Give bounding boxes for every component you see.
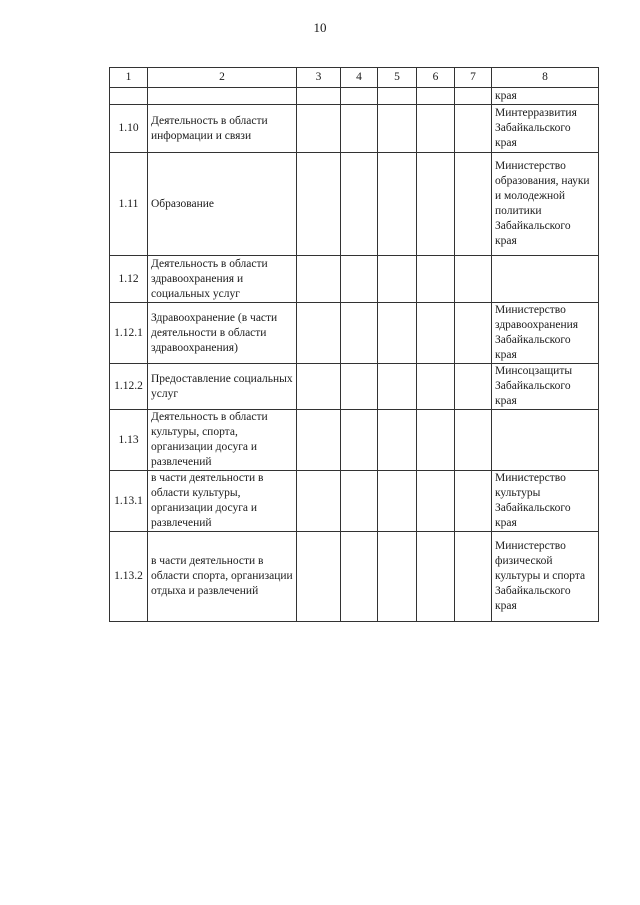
- table-row: [110, 410, 599, 471]
- empty-cell: [341, 256, 378, 303]
- empty-cell: [297, 88, 341, 105]
- empty-cell: [378, 410, 417, 471]
- table-row: [110, 105, 599, 153]
- empty-cell: [297, 364, 341, 410]
- empty-cell: [455, 303, 492, 364]
- empty-cell: [341, 153, 378, 256]
- empty-cell: [297, 532, 341, 622]
- activity-name: в части деятельности в области культуры, организации досуга и развлечений: [148, 471, 297, 532]
- empty-cell: [455, 88, 492, 105]
- empty-cell: [341, 410, 378, 471]
- empty-cell: [297, 471, 341, 532]
- empty-cell: [378, 105, 417, 153]
- empty-cell: [297, 105, 341, 153]
- page-number: 10: [313, 20, 327, 35]
- empty-cell: [341, 364, 378, 410]
- responsible-body: Министерство культуры Забайкальского края: [492, 471, 599, 532]
- empty-cell: [455, 153, 492, 256]
- column-header: 7: [455, 68, 492, 88]
- empty-cell: [341, 471, 378, 532]
- empty-cell: [341, 532, 378, 622]
- responsible-body: [492, 410, 599, 471]
- activity-name: Деятельность в области здравоохранения и социальных услуг: [148, 256, 297, 303]
- responsible-body: Министерство образования, науки и молодежной политики Забайкальского края: [492, 153, 599, 256]
- row-number: 1.10: [110, 105, 148, 153]
- empty-cell: [417, 471, 455, 532]
- empty-cell: [378, 153, 417, 256]
- responsible-body: края: [492, 88, 599, 105]
- empty-cell: [297, 153, 341, 256]
- empty-cell: [378, 471, 417, 532]
- row-number: [110, 88, 148, 105]
- responsible-body: Министерство здравоохранения Забайкальского края: [492, 303, 599, 364]
- column-header: 3: [297, 68, 341, 88]
- activity-table: [109, 67, 599, 622]
- empty-cell: [417, 153, 455, 256]
- empty-cell: [417, 303, 455, 364]
- column-header: 4: [341, 68, 378, 88]
- activity-name: [148, 88, 297, 105]
- activity-name: Предоставление социальных услуг: [148, 364, 297, 410]
- empty-cell: [455, 256, 492, 303]
- empty-cell: [378, 364, 417, 410]
- empty-cell: [455, 364, 492, 410]
- activity-name: Здравоохранение (в части деятельности в области здравоохранения): [148, 303, 297, 364]
- empty-cell: [455, 471, 492, 532]
- row-number: 1.13.1: [110, 471, 148, 532]
- empty-cell: [297, 303, 341, 364]
- table-row: [110, 471, 599, 532]
- activity-name: Деятельность в области информации и связи: [148, 105, 297, 153]
- table-row: [110, 532, 599, 622]
- column-header: 6: [417, 68, 455, 88]
- empty-cell: [341, 105, 378, 153]
- empty-cell: [417, 105, 455, 153]
- table-header-row: [110, 68, 599, 88]
- table-row: [110, 364, 599, 410]
- empty-cell: [341, 303, 378, 364]
- empty-cell: [417, 532, 455, 622]
- empty-cell: [417, 410, 455, 471]
- empty-cell: [378, 256, 417, 303]
- empty-cell: [297, 256, 341, 303]
- responsible-body: Министерство физической культуры и спорта Забайкальского края: [492, 532, 599, 622]
- empty-cell: [417, 88, 455, 105]
- responsible-body: [492, 256, 599, 303]
- row-number: 1.11: [110, 153, 148, 256]
- empty-cell: [455, 105, 492, 153]
- empty-cell: [455, 532, 492, 622]
- activity-name: Образование: [148, 153, 297, 256]
- responsible-body: Минтерразвития Забайкальского края: [492, 105, 599, 153]
- empty-cell: [378, 88, 417, 105]
- empty-cell: [455, 410, 492, 471]
- empty-cell: [417, 364, 455, 410]
- activity-name: в части деятельности в области спорта, организации отдыха и развлечений: [148, 532, 297, 622]
- column-header: 5: [378, 68, 417, 88]
- empty-cell: [341, 88, 378, 105]
- row-number: 1.12.1: [110, 303, 148, 364]
- table-row: [110, 256, 599, 303]
- row-number: 1.13.2: [110, 532, 148, 622]
- row-number: 1.12.2: [110, 364, 148, 410]
- column-header: 1: [110, 68, 148, 88]
- table-row: [110, 153, 599, 256]
- empty-cell: [417, 256, 455, 303]
- column-header: 8: [492, 68, 599, 88]
- table-row: [110, 303, 599, 364]
- activity-name: Деятельность в области культуры, спорта, организации досуга и развлечений: [148, 410, 297, 471]
- table-row: [110, 88, 599, 105]
- empty-cell: [378, 303, 417, 364]
- column-header: 2: [148, 68, 297, 88]
- responsible-body: Минсоцзащиты Забайкальского края: [492, 364, 599, 410]
- empty-cell: [378, 532, 417, 622]
- empty-cell: [297, 410, 341, 471]
- row-number: 1.12: [110, 256, 148, 303]
- row-number: 1.13: [110, 410, 148, 471]
